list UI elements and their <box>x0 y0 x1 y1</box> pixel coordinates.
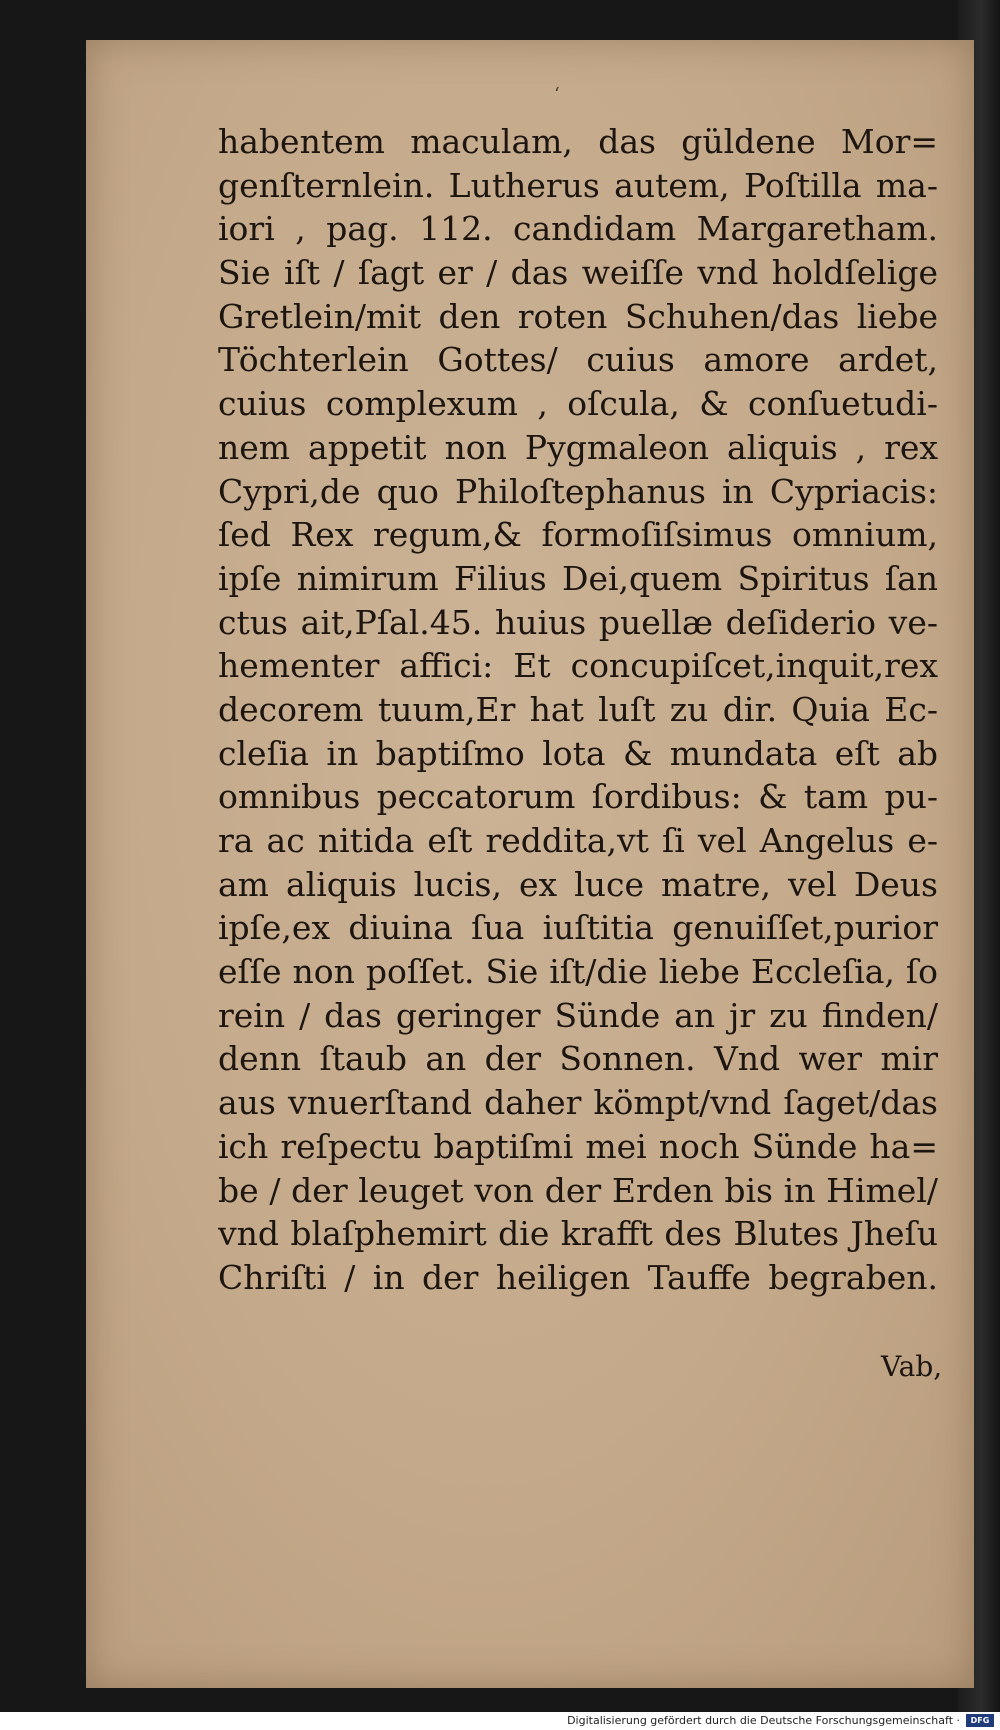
text-line: genſternlein. Lutherus autem, Poſtilla ma- <box>218 165 938 205</box>
text-line: nem appetit non Pygmaleon aliquis , rex <box>218 427 938 467</box>
text-line: denn ſtaub an der Sonnen. Vnd wer mir <box>218 1039 938 1079</box>
text-line: iori , pag. 112. candidam Margaretham. <box>218 209 938 249</box>
text-line: ſed Rex regum,& formoſiſsimus omnium, <box>218 515 938 555</box>
text-line: cleſia in baptiſmo lota & mundata eſt ab <box>218 733 938 773</box>
digitization-footer <box>0 1712 1000 1730</box>
dfg-logo: DFG <box>966 1714 994 1727</box>
text-line: Töchterlein Gottes/ cuius amore ardet, <box>218 340 938 380</box>
page-text <box>218 120 938 1300</box>
text-line: ipſe,ex diuina ſua iuſtitia genuiſſet,purior <box>218 908 938 948</box>
text-line: habentem maculam, das güldene Mor= <box>218 122 938 161</box>
text-line: aus vnuerſtand daher kömpt/vnd ſaget/das <box>218 1083 938 1123</box>
text-line: eſſe non poſſet. Sie iſt/die liebe Eccleſia, ſo <box>218 952 938 992</box>
catchword: Vab, <box>881 1350 943 1383</box>
text-line: Sie iſt / ſagt er / das weiſſe vnd holdſelige <box>218 253 938 293</box>
text-line: ich reſpectu baptiſmi mei noch Sünde ha= <box>218 1126 938 1166</box>
text-line: ipſe nimirum Filius Dei,quem Spiritus ſan <box>218 558 938 598</box>
text-line: am aliquis lucis, ex luce matre, vel Deus <box>218 864 938 904</box>
funding-notice: Digitalisierung gefördert durch die Deutsche Forschungsgemeinschaft · <box>567 1714 960 1727</box>
text-line: decorem tuum,Er hat luſt zu dir. Quia Ec- <box>218 689 938 729</box>
text-line: omnibus peccatorum ſordibus: & tam pu- <box>218 777 938 817</box>
text-line: Cypri,de quo Philoſtephanus in Cypriacis: <box>218 471 938 511</box>
text-line: Chriſti / in der heiligen Tauffe begraben. <box>218 1257 938 1297</box>
text-line: be / der leuget von der Erden bis in Himel/ <box>218 1170 938 1210</box>
text-line: ra ac nitida eſt reddita,vt ſi vel Angelus e- <box>218 821 938 860</box>
text-line: rein / das geringer Sünde an jr zu finden/ <box>218 995 938 1035</box>
page-mark: ‘ <box>554 84 560 105</box>
text-line: cuius complexum , oſcula, & conſuetudi- <box>218 384 938 424</box>
book-page <box>86 40 974 1688</box>
text-line: hementer affici: Et concupiſcet,inquit,rex <box>218 646 938 686</box>
text-line: Gretlein/mit den roten Schuhen/das liebe <box>218 296 938 336</box>
text-line: ctus ait,Pſal.45. huius puellæ deſiderio ve- <box>218 602 938 642</box>
text-line: vnd blaſphemirt die krafft des Blutes Jheſu <box>218 1214 938 1254</box>
